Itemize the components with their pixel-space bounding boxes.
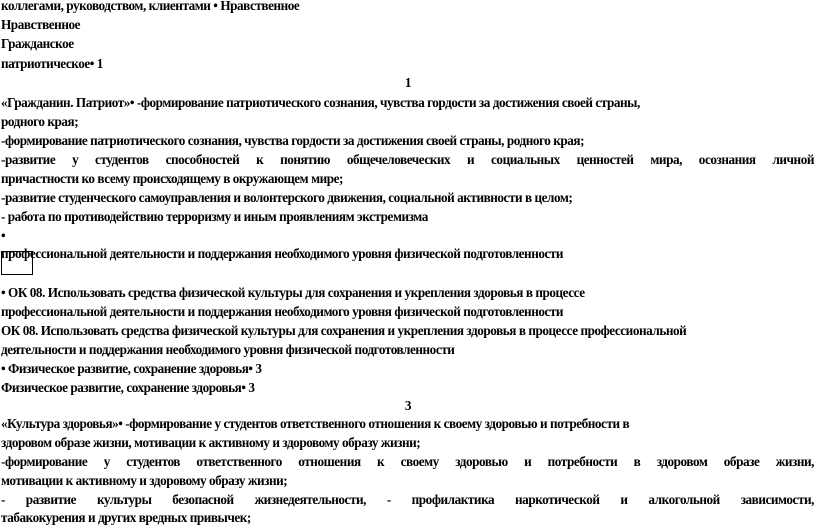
section-number: 3 (404, 398, 412, 413)
text-line: профессиональной деятельности и поддержания необходимого уровня физической подготовленности (1, 304, 564, 319)
text-line: «Гражданин. Патриот»• -формирование патриотического сознания, чувства гордости за достижения своей страны, (1, 95, 640, 110)
text-line: Физическое развитие, сохранение здоровья• 3 (1, 380, 255, 395)
bullet: • (1, 228, 6, 243)
text-line: ОК 08. Использовать средства физической культуры для сохранения и укрепления здоровья в процессе профессиональной (1, 323, 687, 338)
text-line: Нравственное (1, 17, 81, 32)
text-line: причастности ко всему происходящему в окружающем мире; (1, 171, 343, 186)
text-line: мотивации к активному и здоровому образу жизни; (1, 473, 288, 488)
text-line: -развитие студенческого самоуправления и волонтерского движения, социальной активности в целом; (1, 190, 573, 205)
text-line: -развитие у студентов способностей к понятию общечеловеческих и социальных ценностей мира, осознания личной (1, 152, 814, 167)
text-line: родного края; (1, 114, 79, 129)
text-line: коллегами, руководством, клиентами • Нравственное (1, 0, 300, 13)
text-line: -формирование патриотического сознания, чувства гордости за достижения своей страны, родного края; (1, 133, 585, 148)
text-line: • Физическое развитие, сохранение здоровья• 3 (1, 361, 262, 376)
text-line: «Культура здоровья»• -формирование у студентов ответственного отношения к своему здоровью и потребности в (1, 416, 630, 431)
text-line: здоровом образе жизни, мотивации к активному и здоровому образу жизни; (1, 435, 421, 450)
section-number: 1 (404, 75, 412, 90)
text-line: патриотическое• 1 (1, 56, 103, 71)
text-line: Гражданское (1, 36, 74, 51)
text-line: - развитие культуры безопасной жизнедеятельности, - профилактика наркотической и алкогольной зависимости, (1, 492, 814, 507)
empty-table-cell (1, 251, 33, 275)
text-line: деятельности и поддержания необходимого уровня физической подготовленности (1, 342, 455, 357)
text-line: - работа по противодействию терроризму и иным проявлениям экстремизма (1, 209, 428, 224)
text-line: профессиональной деятельности и поддержания необходимого уровня физической подготовленности (1, 246, 564, 261)
text-line: -формирование у студентов ответственного отношения к своему здоровью и потребности в здоровом образе жизни, (1, 454, 814, 469)
text-line: • ОК 08. Использовать средства физической культуры для сохранения и укрепления здоровья в процессе (1, 285, 585, 300)
text-line: табакокурения и других вредных привычек; (1, 510, 251, 525)
